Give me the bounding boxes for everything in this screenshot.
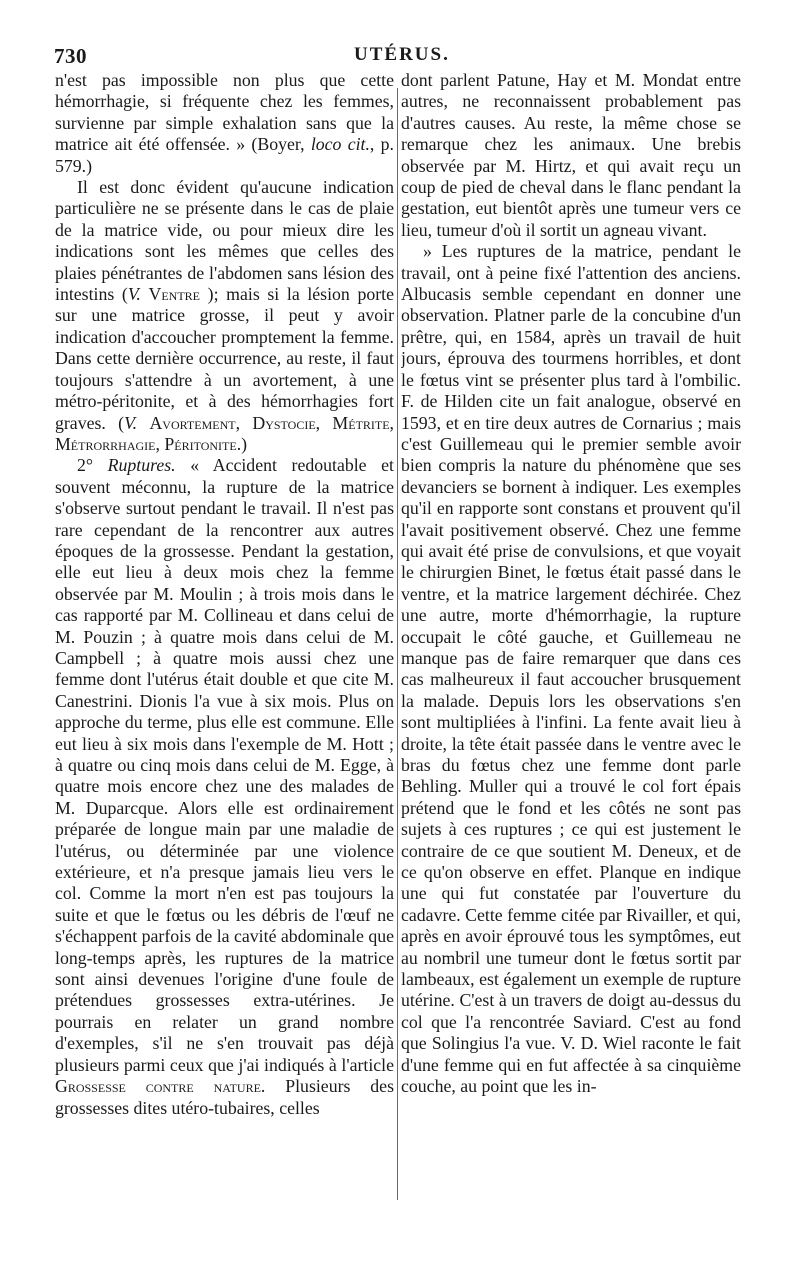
left-column bbox=[55, 70, 394, 1205]
column-divider bbox=[397, 88, 398, 1200]
paragraph: n'est pas impossible non plus que cette hémorrhagie, si fréquente chez les femmes, survienne par simple exhalation sans que la matrice ait été offensée. » (Boyer, loco cit., p. 579.) bbox=[55, 70, 394, 176]
paragraph: Il est donc évident qu'aucune indication particulière ne se présente dans le cas de plaie de la matrice vide, ou pour mieux dire les indications sont les mêmes que celles des plaies pénétrantes de l'abdomen sans lésion des intestins (V. Ventre ); mais si la lésion porte sur une matrice grosse, il peut y avoir indication d'accoucher promptement la femme. Dans cette dernière occurrence, au reste, il faut toujours s'attendre à un avortement, à une métro-péritonite, et à des hémorrhagies fort graves. (V. Avortement, Dystocie, Métrite, Métrorrhagie, Péritonite.) bbox=[55, 177, 394, 454]
running-head: UTÉRUS. bbox=[354, 44, 450, 65]
page-number: 730 bbox=[54, 44, 87, 68]
page-header bbox=[54, 44, 760, 70]
right-column bbox=[401, 70, 741, 1205]
paragraph: dont parlent Patune, Hay et M. Mondat entre autres, ne reconnaissent probablement pas d'autres causes. Au reste, la même chose se remarque chez les animaux. Une brebis observée par M. Hirtz, et qui avait reçu un coup de pied de cheval dans le flanc pendant la gestation, eut bientôt après une tumeur vers ce lieu, tumeur d'où il sortit un agneau vivant. bbox=[401, 70, 741, 240]
section-title: Ruptures. bbox=[107, 455, 176, 476]
paragraph: » Les ruptures de la matrice, pendant le travail, ont à peine fixé l'attention des anciens. Albucasis semble cependant en donner une observation. Platner parle de la concubine d'un prêtre, qui, en 1584, après un travail de huit jours, éprouva des tourmens horribles, et dont le fœtus vint se présenter plus tard à l'ombilic. F. de Hilden cite un fait analogue, observé en 1593, et en tire deux autres de Cornarius ; mais c'est Guillemeau qui le premier semble avoir bien compris la nature du phénomène que ses devanciers se bornent à indiquer. Les exemples qu'il en rapporte sont constans et prouvent qu'il l'avait positivement observé. Chez une femme qui avait été prise de convulsions, et que voyait le chirurgien Binet, le fœtus était passé dans le ventre, et la matrice largement déchirée. Chez une autre, morte d'hémorrhagie, la rupture occupait le côté gauche, et Guillemeau ne manque pas de faire remarquer que dans ces cas malheureux il faut accoucher brusquement la malade. Depuis lors les observations s'en sont multipliées à l'infini. La fente avait lieu à droite, la tête était passée dans le ventre avec le bras du fœtus chez une femme dont parle Behling. Muller qui a trouvé le col fort épais prétend que le fond et les côtés ne sont pas sujets à ces ruptures ; ce qui est justement le contraire de ce que soutient M. Deneux, et de ce qu'on observe en effet. Planque en indique une qui fut constatée par l'ouverture du cadavre. Cette femme citée par Rivailler, et qui, après en avoir éprouvé tous les symptômes, eut au nombril une tumeur dont le fœtus sortit par lambeaux, est également un exemple de rupture utérine. C'est à un travers de doigt au-dessus du col que l'a rencontrée Saviard. C'est au fond que Solingius l'a vue. V. D. Wiel raconte le fait d'une femme qui en fut affectée à sa cinquième couche, au point que les in- bbox=[401, 241, 741, 1097]
paragraph: 2° Ruptures. « Accident redoutable et souvent méconnu, la rupture de la matrice s'observe surtout pendant le travail. Il n'est pas rare cependant de la rencontrer aux autres époques de la grossesse. Pendant la gestation, elle eut lieu à deux mois chez la femme observée par M. Moulin ; à trois mois dans le cas rapporté par M. Collineau et dans celui de M. Pouzin ; à quatre mois dans celui de M. Campbell ; à quatre mois aussi chez une femme dont l'utérus était double et que cite M. Canestrini. Dionis l'a vue à six mois. Plus on approche du terme, plus elle est commune. Elle eut lieu à six mois dans l'exemple de M. Hott ; à quatre ou cinq mois dans celui de M. Egge, à quatre mois encore chez une des malades de M. Duparcque. Alors elle est ordinairement préparée de longue main par une maladie de l'utérus, ou déterminée par une violence extérieure, et n'a presque jamais lieu vers le col. Comme la mort n'en est pas toujours la suite et que le fœtus ou les débris de l'œuf ne s'échappent parfois de la cavité abdominale que long-temps après, les ruptures de la matrice sont ainsi devenues l'origine d'une foule de prétendues grossesses extra-utérines. Je pourrais en relater un grand nombre d'exemples, s'il ne s'en trouvait pas déjà plusieurs parmi ceux que j'ai indiqués à l'article Grossesse contre nature. Plusieurs des grossesses dites utéro-tubaires, celles bbox=[55, 455, 394, 1118]
